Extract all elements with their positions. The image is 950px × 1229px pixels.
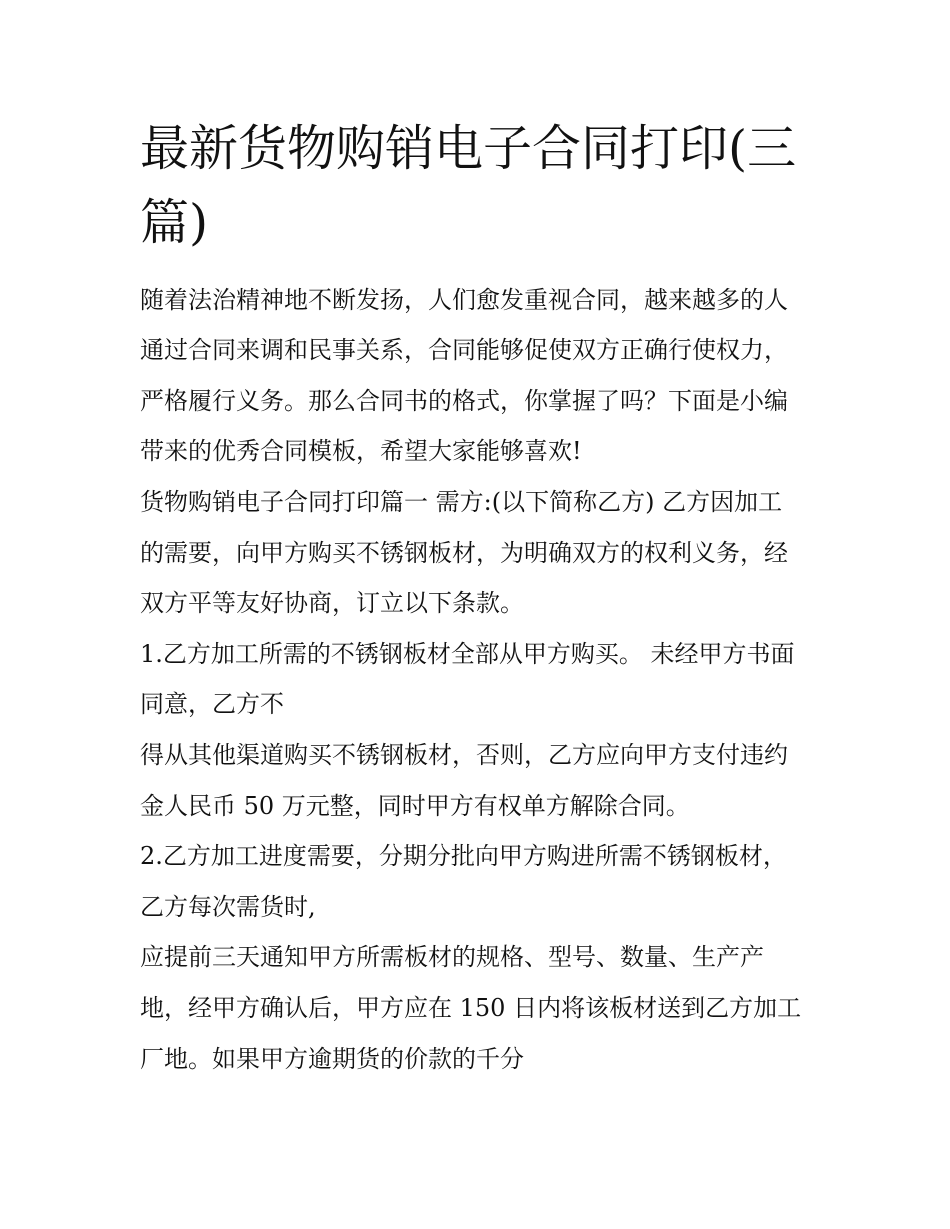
clause-1-line: 得从其他渠道购买不锈钢板材，否则，乙方应向甲方支付违约: [140, 741, 788, 769]
clause-2-line: 厂地。如果甲方逾期货的价款的千分: [140, 1045, 524, 1073]
intro-line-4: 带来的优秀合同模板，希望大家能够喜欢!: [140, 437, 582, 465]
clause-1-line: 1.乙方加工所需的不锈钢板材全部从甲方购买。 未经甲方书面: [140, 640, 795, 668]
paragraph-line: 双方平等友好协商，订立以下条款。: [140, 589, 524, 617]
clause-2-line: 乙方每次需货时,: [140, 893, 316, 921]
title-line-1: 最新货物购销电子合同打印(三: [140, 120, 797, 177]
intro-line-1: 随着法治精神地不断发扬，人们愈发重视合同，越来越多的人: [140, 286, 788, 314]
clause-1-line: 同意，乙方不: [140, 690, 284, 718]
clause-1-line: 金人民币 50 万元整，同时甲方有权单方解除合同。: [140, 792, 690, 820]
clause-2-line: 应提前三天通知甲方所需板材的规格、型号、数量、生产产: [140, 943, 764, 971]
intro-line-3: 严格履行义务。那么合同书的格式，你掌握了吗？下面是小编: [140, 387, 788, 415]
intro-line-2: 通过合同来调和民事关系，合同能够促使双方正确行使权力，: [140, 336, 788, 364]
title-line-2: 篇): [140, 194, 209, 251]
clause-2-line: 2.乙方加工进度需要，分期分批向甲方购进所需不锈钢板材，: [140, 842, 787, 870]
paragraph-line: 的需要，向甲方购买不锈钢板材，为明确双方的权利义务，经: [140, 539, 788, 567]
clause-2-line: 地，经甲方确认后，甲方应在 150 日内将该板材送到乙方加工: [140, 994, 802, 1022]
document-title: [140, 112, 830, 260]
contract-heading-line: 货物购销电子合同打印篇一 需方:(以下简称乙方) 乙方因加工: [140, 488, 783, 516]
